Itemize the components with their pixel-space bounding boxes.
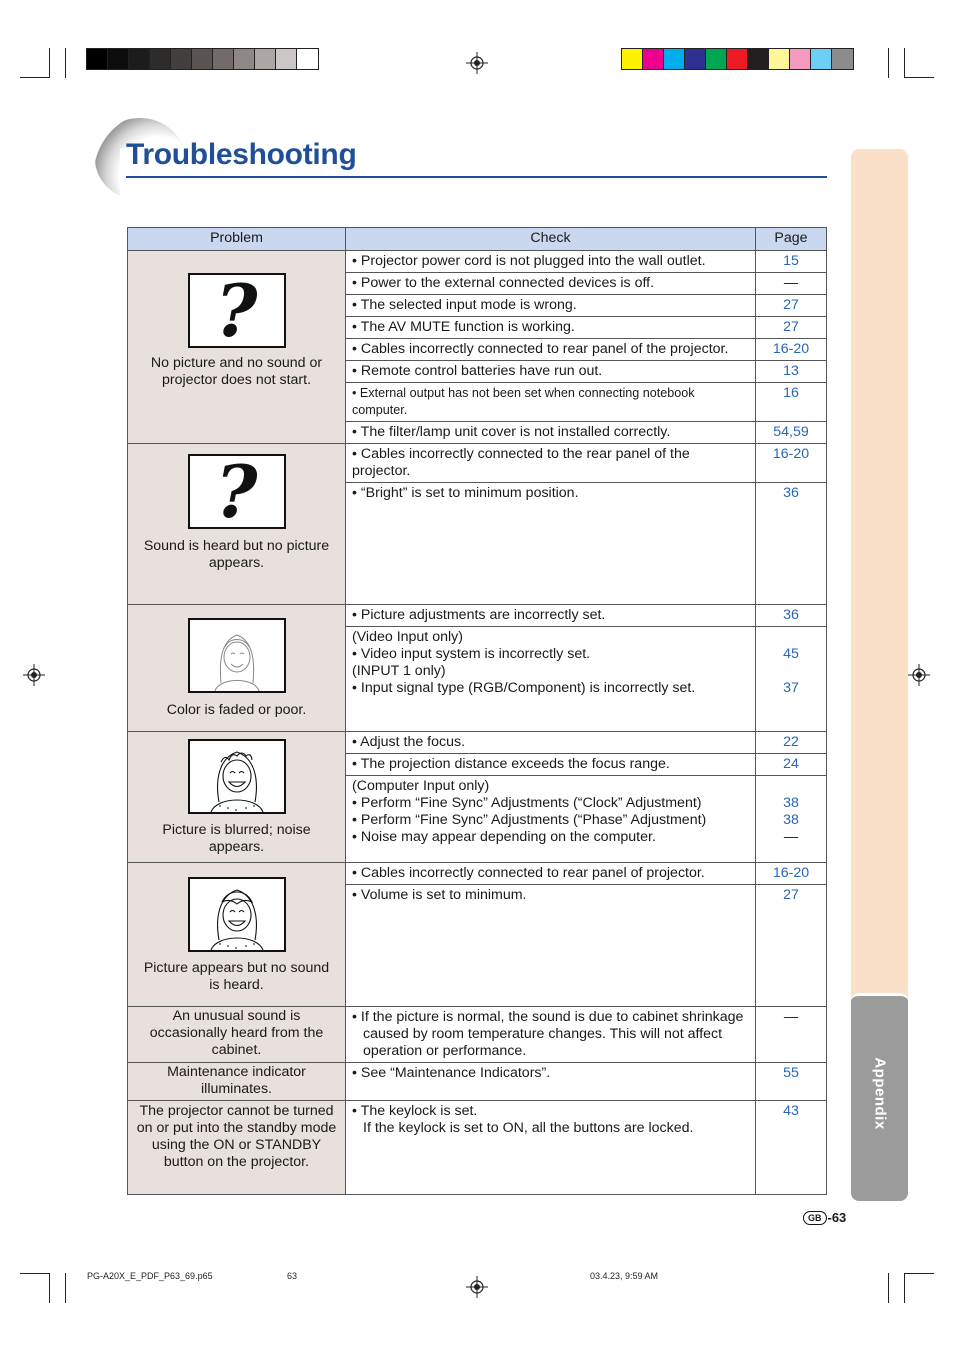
column-header-problem: Problem xyxy=(128,228,346,251)
appendix-tab-label: Appendix xyxy=(871,1057,889,1130)
problem-text: An unusual sound is occasionally heard from the cabinet. xyxy=(149,1008,324,1058)
footer-page: 63 xyxy=(287,1271,298,1281)
check-item: • The selected input mode is wrong. xyxy=(346,295,756,317)
check-item: • Cables incorrectly connected to rear panel of the projector. xyxy=(346,339,756,361)
check-line: • Noise may appear depending on the computer. xyxy=(352,829,656,845)
crop-mark xyxy=(65,1273,66,1303)
problem-text: Maintenance indicator illuminates. xyxy=(167,1064,306,1097)
troubleshooting-table xyxy=(127,227,827,1195)
crop-mark xyxy=(888,48,889,78)
check-line: • Input signal type (RGB/Component) is incorrectly set. xyxy=(352,680,696,696)
check-item: • Projector power cord is not plugged into the wall outlet. xyxy=(346,251,756,273)
check-line: (INPUT 1 only) xyxy=(352,663,446,679)
check-item: • Volume is set to minimum. xyxy=(346,885,756,1007)
problem-cell xyxy=(128,444,346,605)
table-row xyxy=(128,1007,827,1063)
problem-text: Color is faded or poor. xyxy=(166,702,307,718)
check-item-detail: If the keylock is set to ON, all the buttons are locked. xyxy=(363,1120,694,1136)
problem-text: Picture appears but no sound is heard. xyxy=(143,960,330,993)
problem-cell xyxy=(128,605,346,732)
crop-mark xyxy=(65,48,66,78)
page-link[interactable]: 16 xyxy=(756,383,827,422)
problem-cell xyxy=(128,863,346,1007)
crop-mark xyxy=(49,48,50,78)
crop-mark xyxy=(904,77,934,78)
crop-mark xyxy=(49,1273,50,1303)
check-item: • See “Maintenance Indicators”. xyxy=(346,1063,756,1101)
check-item: • External output has not been set when connecting notebook computer. xyxy=(346,383,756,422)
table-row xyxy=(128,444,827,483)
girl-picture-icon xyxy=(188,877,286,952)
table-header-row xyxy=(128,228,827,251)
problem-text: No picture and no sound or projector does not start. xyxy=(150,355,323,388)
page-link[interactable]: 27 xyxy=(756,295,827,317)
crop-mark xyxy=(20,77,50,78)
page-none: — xyxy=(783,1009,799,1025)
check-line: • Perform “Fine Sync” Adjustments (“Phase” Adjustment) xyxy=(352,812,707,828)
question-mark-icon: ? xyxy=(188,454,286,529)
gb-badge: GB xyxy=(803,1211,827,1225)
crop-mark xyxy=(888,1273,889,1303)
question-mark-icon: ? xyxy=(188,273,286,348)
page-link[interactable]: 37 xyxy=(783,680,799,696)
page-link[interactable]: 16-20 xyxy=(756,444,827,483)
page-link[interactable]: 45 xyxy=(783,646,799,662)
problem-cell xyxy=(128,732,346,863)
page-link[interactable]: 54,59 xyxy=(756,422,827,444)
table-row xyxy=(128,863,827,885)
check-item xyxy=(346,627,756,732)
page-link[interactable]: 22 xyxy=(756,732,827,754)
problem-cell xyxy=(128,1007,346,1063)
page-link[interactable]: 38 xyxy=(783,812,799,828)
check-line: • Perform “Fine Sync” Adjustments (“Clock” Adjustment) xyxy=(352,795,702,811)
column-header-check: Check xyxy=(346,228,756,251)
check-item: • “Bright” is set to minimum position. xyxy=(346,483,756,605)
column-header-page: Page xyxy=(756,228,827,251)
check-line: • Video input system is incorrectly set. xyxy=(352,646,591,662)
page-link[interactable]: 13 xyxy=(756,361,827,383)
blurred-girl-picture-icon xyxy=(188,739,286,814)
problem-cell xyxy=(128,251,346,444)
faded-girl-picture-icon xyxy=(188,618,286,693)
page-link[interactable]: 15 xyxy=(756,251,827,273)
check-item: • The keylock is set. xyxy=(352,1103,478,1119)
check-line: (Computer Input only) xyxy=(352,778,490,794)
crop-mark xyxy=(20,1273,50,1274)
registration-target-icon xyxy=(908,664,930,686)
page-none: — xyxy=(783,275,799,291)
grayscale-registration-bar xyxy=(86,48,319,70)
registration-target-icon xyxy=(466,1276,488,1298)
table-row xyxy=(128,732,827,754)
page-link[interactable]: 36 xyxy=(756,605,827,627)
check-line: (Video Input only) xyxy=(352,629,463,645)
page-link[interactable]: 38 xyxy=(783,795,799,811)
check-item: • The projection distance exceeds the focus range. xyxy=(346,754,756,776)
check-item: • Picture adjustments are incorrectly set. xyxy=(346,605,756,627)
check-item: • If the picture is normal, the sound is due to cabinet shrinkage caused by room temperature changes. This will not affect operation or performance. xyxy=(352,1009,744,1059)
page-title: Troubleshooting xyxy=(126,138,357,171)
table-row xyxy=(128,605,827,627)
page-link[interactable]: 27 xyxy=(756,885,827,1007)
page-link[interactable]: 55 xyxy=(756,1063,827,1101)
page-link[interactable]: 43 xyxy=(756,1101,827,1195)
check-item: • Cables incorrectly connected to rear panel of projector. xyxy=(346,863,756,885)
footer-timestamp: 03.4.23, 9:59 AM xyxy=(590,1271,659,1281)
registration-target-icon xyxy=(23,664,45,686)
check-item: • Power to the external connected devices is off. xyxy=(346,273,756,295)
page-link[interactable]: 36 xyxy=(756,483,827,605)
problem-text: The projector cannot be turned on or put into the standby mode using the ON or STANDBY button on the projector. xyxy=(136,1103,337,1170)
page-number-text: -63 xyxy=(827,1210,847,1225)
check-item: • Cables incorrectly connected to the rear panel of the projector. xyxy=(346,444,756,483)
crop-mark xyxy=(904,1273,905,1303)
problem-cell xyxy=(128,1063,346,1101)
check-item: • The filter/lamp unit cover is not installed correctly. xyxy=(346,422,756,444)
table-row xyxy=(128,251,827,273)
table-row xyxy=(128,1063,827,1101)
page-link[interactable]: 24 xyxy=(756,754,827,776)
page-link[interactable]: 16-20 xyxy=(756,339,827,361)
problem-text: Sound is heard but no picture appears. xyxy=(143,538,330,571)
check-item xyxy=(346,776,756,863)
color-registration-bar xyxy=(621,48,854,70)
problem-text: Picture is blurred; noise appears. xyxy=(162,822,311,855)
table-row xyxy=(128,1101,827,1195)
footer-filename: PG-A20X_E_PDF_P63_69.p65 xyxy=(87,1271,213,1281)
problem-cell xyxy=(128,1101,346,1195)
crop-mark xyxy=(904,1273,934,1274)
page-none: — xyxy=(783,829,799,845)
crop-mark xyxy=(904,48,905,78)
side-strip xyxy=(851,149,908,999)
page-number xyxy=(803,1210,846,1225)
registration-target-icon xyxy=(466,52,488,74)
check-item: • The AV MUTE function is working. xyxy=(346,317,756,339)
check-item: • Adjust the focus. xyxy=(346,732,756,754)
check-item: • Remote control batteries have run out. xyxy=(346,361,756,383)
title-underline xyxy=(126,176,827,178)
page-link[interactable]: 16-20 xyxy=(756,863,827,885)
page-link[interactable]: 27 xyxy=(756,317,827,339)
